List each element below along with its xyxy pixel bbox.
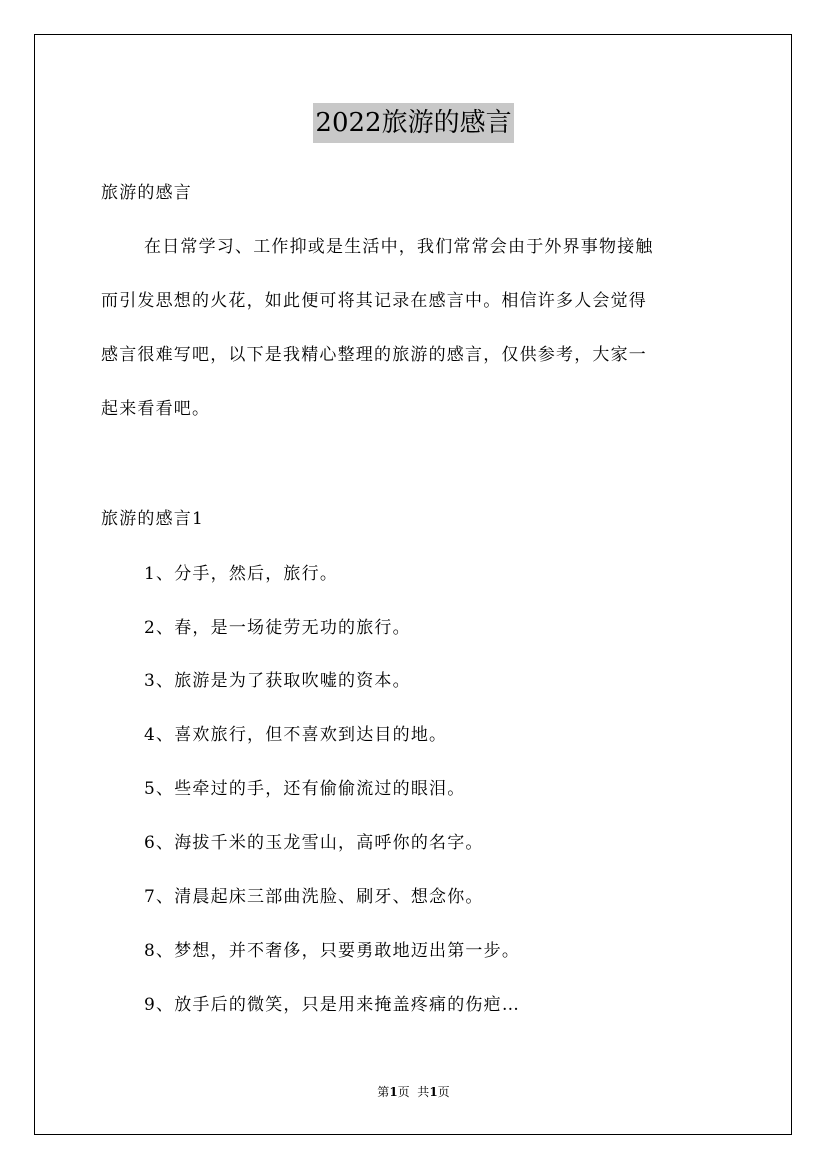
page-footer (0, 1084, 827, 1100)
document-subtitle: 旅游的感言 (101, 183, 192, 203)
footer-page-total: 1 (429, 1085, 438, 1099)
footer-page-suffix: 页 (437, 1085, 450, 1099)
footer-page-mid: 页 共 (397, 1085, 430, 1099)
title-wrapper (0, 103, 827, 143)
list-item: 9、放手后的微笑，只是用来掩盖疼痛的伤疤… (144, 995, 521, 1015)
list-item: 8、梦想，并不奢侈，只要勇敢地迈出第一步。 (144, 941, 521, 961)
footer-page-current: 1 (389, 1085, 398, 1099)
list-item: 2、春，是一场徒劳无功的旅行。 (144, 618, 411, 638)
list-item: 5、些牵过的手，还有偷偷流过的眼泪。 (144, 779, 466, 799)
list-item: 6、海拔千米的玉龙雪山，高呼你的名字。 (144, 833, 484, 853)
intro-line-3: 感言很难写吧，以下是我精心整理的旅游的感言，仅供参考，大家一 (101, 345, 647, 365)
list-item: 3、旅游是为了获取吹嘘的资本。 (144, 671, 411, 691)
intro-line-4: 起来看看吧。 (101, 399, 211, 419)
list-item: 7、清晨起床三部曲洗脸、刷牙、想念你。 (144, 887, 484, 907)
document-title: 2022旅游的感言 (313, 103, 513, 143)
list-item: 1、分手，然后，旅行。 (144, 564, 339, 584)
intro-line-1: 在日常学习、工作抑或是生活中，我们常常会由于外界事物接触 (144, 237, 654, 257)
intro-line-2: 而引发思想的火花，如此便可将其记录在感言中。相信许多人会觉得 (101, 291, 647, 311)
footer-page-prefix: 第 (377, 1085, 390, 1099)
list-item: 4、喜欢旅行，但不喜欢到达目的地。 (144, 725, 448, 745)
section-title: 旅游的感言1 (101, 509, 205, 529)
